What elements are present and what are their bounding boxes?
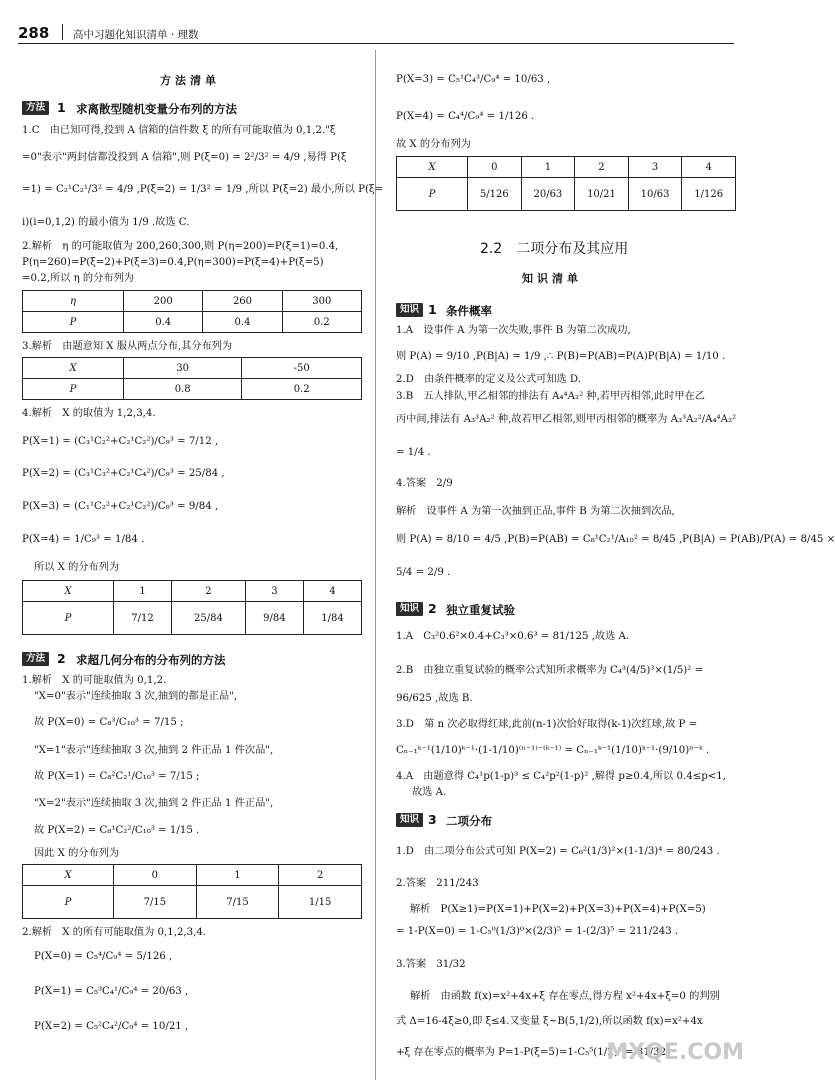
distribution-table-eta	[22, 290, 362, 333]
table-cell: 0.4	[203, 312, 282, 333]
column-divider	[375, 50, 376, 1080]
text-line: 解析 由函数 f(x)=x²+4x+ξ 存在零点,得方程 x²+4x+ξ=0 的判别	[410, 991, 720, 1002]
header-rule	[18, 43, 734, 44]
method-number: 1	[57, 100, 66, 115]
method-number: 2	[57, 651, 66, 666]
table-header-cell: P	[23, 602, 114, 635]
table-cell: 0.8	[124, 379, 242, 400]
table-cell: -50	[242, 358, 362, 379]
table-cell: 200	[124, 291, 203, 312]
table-cell: 30	[124, 358, 242, 379]
table-header-cell: P	[397, 178, 468, 211]
text-line: 2.B 由独立重复试验的概率公式知所求概率为 C₄³(4/5)³×(1/5)² =	[396, 665, 704, 676]
table-header-cell: X	[397, 157, 468, 178]
text-line: 4.答案 2/9	[396, 478, 453, 489]
table-cell: 1	[196, 865, 279, 886]
table-cell: 260	[203, 291, 282, 312]
text-line: P(X=3) = (C₁¹C₂²+C₂¹C₂²)/C₉³ = 9/84 ,	[22, 501, 219, 512]
knowledge-title: 独立重复试验	[446, 603, 515, 617]
text-line: P(X=3) = C₅¹C₄³/C₉⁴ = 10/63 ,	[396, 74, 551, 85]
text-line: "X=1"表示"连续抽取 3 次,抽到 2 件正品 1 件次品",	[34, 745, 274, 756]
table-cell: 1/126	[682, 178, 736, 211]
text-line: 2.答案 211/243	[396, 878, 479, 889]
table-header-cell: X	[23, 865, 114, 886]
table-cell: 5/126	[468, 178, 522, 211]
text-line: 1.解析 X 的可能取值为 0,1,2.	[22, 675, 167, 686]
table-cell: 0	[114, 865, 197, 886]
table-cell: 3	[628, 157, 682, 178]
table-header-cell: X	[23, 358, 124, 379]
header-divider	[62, 24, 63, 40]
text-line: 96/625 ,故选 B.	[396, 693, 473, 704]
text-line: P(X=4) = C₄⁴/C₉⁴ = 1/126 .	[396, 111, 535, 122]
table-cell: 4	[682, 157, 736, 178]
table-cell: 1	[521, 157, 575, 178]
text-line: 故 P(X=2) = C₈¹C₂²/C₁₀³ = 1/15 .	[34, 825, 200, 836]
text-line: 5/4 = 2/9 .	[396, 567, 451, 578]
text-line: 故 P(X=1) = C₈²C₂¹/C₁₀³ = 7/15 ;	[34, 771, 200, 782]
text-line: "X=2"表示"连续抽取 3 次,抽到 2 件正品 1 件正品",	[34, 798, 274, 809]
header-title: 高中习题化知识清单 · 理数	[73, 29, 199, 41]
table-cell: 2	[279, 865, 362, 886]
text-line: = 1/4 .	[396, 447, 431, 458]
table-cell: 0.2	[282, 312, 361, 333]
text-line: P(X=2) = (C₃¹C₃²+C₂¹C₄²)/C₉³ = 25/84 ,	[22, 468, 225, 479]
method-list-heading: 方法清单	[160, 74, 220, 87]
text-line: P(X=4) = 1/C₉³ = 1/84 .	[22, 534, 145, 545]
table-cell: 25/84	[172, 602, 246, 635]
knowledge-number: 2	[428, 601, 437, 616]
text-line: 式 Δ=16-4ξ≥0,即 ξ≤4.又变量 ξ~B(5,1/2),所以函数 f(x)=x²+4x	[396, 1016, 703, 1027]
text-line: 解析 设事件 A 为第一次抽到正品,事件 B 为第二次抽到次品,	[396, 506, 675, 517]
table-header-cell: P	[23, 379, 124, 400]
text-line: 故 X 的分布列为	[396, 139, 471, 150]
text-line: 3.B 五人排队,甲乙相邻的排法有 A₄⁴A₂² 种,若甲丙相邻,此时甲在乙	[396, 391, 705, 402]
text-line: 1.A 设事件 A 为第一次失败,事件 B 为第二次成功,	[396, 325, 631, 336]
table-cell: 20/63	[521, 178, 575, 211]
text-line: P(X=2) = C₅²C₄²/C₉⁴ = 10/21 ,	[34, 1021, 189, 1032]
knowledge-list-heading: 知识清单	[522, 272, 582, 285]
table-cell: 1/15	[279, 886, 362, 919]
text-line: i)(i=0,1,2) 的最小值为 1/9 .故选 C.	[22, 217, 190, 228]
text-line: 因此 X 的分布列为	[34, 848, 120, 859]
text-line: 则 P(A) = 9/10 ,P(B|A) = 1/9 ,∴ P(B)=P(AB)=P(A)P(B|A) = 1/10 .	[396, 351, 726, 362]
text-line: +ξ 存在零点的概率为 P=1-P(ξ=5)=1-C₅⁵(1/2)⁵ = 31/32	[396, 1047, 667, 1058]
text-line: 2.解析 η 的可能取值为 200,260,300,则 P(η=200)=P(ξ=1)=0.4,	[22, 241, 339, 252]
method-tag: 方法	[22, 652, 49, 666]
text-line: 2.解析 X 的所有可能取值为 0,1,2,3,4.	[22, 927, 207, 938]
text-line: 4.解析 X 的取值为 1,2,3,4.	[22, 408, 156, 419]
knowledge-number: 3	[428, 812, 437, 827]
text-line: 解析 P(X≥1)=P(X=1)+P(X=2)+P(X=3)+P(X=4)+P(X=5)	[410, 904, 706, 915]
method-title: 求超几何分布的分布列的方法	[76, 653, 226, 667]
text-line: P(X=0) = C₅⁴/C₉⁴ = 5/126 ,	[34, 951, 173, 962]
knowledge-tag: 知识	[396, 813, 423, 827]
text-line: 丙中间,排法有 A₃³A₂² 种,故若甲乙相邻,则甲丙相邻的概率为 A₃³A₂²/A₄⁴A₂²	[396, 414, 737, 425]
method-tag: 方法	[22, 101, 49, 115]
method-title: 求离散型随机变量分布列的方法	[76, 102, 237, 116]
table-cell: 0	[468, 157, 522, 178]
text-line: 则 P(A) = 8/10 = 4/5 ,P(B)=P(AB) = C₈¹C₂¹/A₁₀² = 8/45 ,P(B|A) = P(AB)/P(A) = 8/45 ×	[396, 534, 835, 545]
distribution-table-x6	[396, 156, 736, 211]
text-line: 故选 A.	[412, 787, 447, 798]
text-line: 故 P(X=0) = C₈³/C₁₀³ = 7/15 ;	[34, 717, 184, 728]
table-header-cell: P	[23, 312, 124, 333]
text-line: =0"表示"两封信都没投到 A 信箱",则 P(ξ=0) = 2²/3² = 4/9 ,易得 P(ξ	[22, 152, 347, 163]
table-cell: 1	[114, 581, 172, 602]
text-line: 所以 X 的分布列为	[34, 562, 120, 573]
table-header-cell: X	[23, 581, 114, 602]
table-header-cell: P	[23, 886, 114, 919]
table-cell: 7/12	[114, 602, 172, 635]
text-line: "X=0"表示"连续抽取 3 次,抽到的都是正品",	[34, 691, 238, 702]
table-cell: 3	[245, 581, 303, 602]
text-line: =1) = C₂¹C₂¹/3² = 4/9 ,P(ξ=2) = 1/3² = 1/9 ,所以 P(ξ=2) 最小,所以 P(ξ=	[22, 184, 384, 195]
knowledge-number: 1	[428, 302, 437, 317]
table-cell: 9/84	[245, 602, 303, 635]
text-line: =0.2,所以 η 的分布列为	[22, 273, 134, 284]
text-line: 2.D 由条件概率的定义及公式可知选 D.	[396, 374, 581, 385]
text-line: 3.D 第 n 次必取得红球,此前(n-1)次恰好取得(k-1)次红球,故 P =	[396, 719, 698, 730]
text-line: P(η=260)=P(ξ=2)+P(ξ=3)=0.4,P(η=300)=P(ξ=4)+P(ξ=5)	[22, 257, 324, 268]
knowledge-title: 条件概率	[446, 304, 492, 318]
knowledge-title: 二项分布	[446, 814, 492, 828]
table-cell: 300	[282, 291, 361, 312]
table-cell: 10/63	[628, 178, 682, 211]
table-cell: 7/15	[196, 886, 279, 919]
distribution-table-x5	[22, 864, 362, 919]
watermark: MXQE.COM	[606, 1040, 744, 1065]
text-line: 3.解析 由题意知 X 服从两点分布,其分布列为	[22, 341, 233, 352]
table-cell: 2	[172, 581, 246, 602]
table-header-cell: η	[23, 291, 124, 312]
text-line: 1.A C₃²0.6²×0.4+C₃³×0.6³ = 81/125 ,故选 A.	[396, 631, 630, 642]
table-cell: 1/84	[303, 602, 361, 635]
distribution-table-x4	[22, 580, 362, 635]
text-line: P(X=1) = (C₃¹C₂²+C₂¹C₂²)/C₉³ = 7/12 ,	[22, 436, 219, 447]
table-cell: 2	[575, 157, 629, 178]
distribution-table-x3	[22, 357, 362, 400]
text-line: 3.答案 31/32	[396, 959, 466, 970]
knowledge-tag: 知识	[396, 303, 423, 317]
text-line: P(X=1) = C₅³C₄¹/C₉⁴ = 20/63 ,	[34, 986, 189, 997]
table-cell: 7/15	[114, 886, 197, 919]
table-cell: 10/21	[575, 178, 629, 211]
text-line: 1.D 由二项分布公式可知 P(X=2) = C₆²(1/3)²×(1-1/3)⁴ = 80/243 .	[396, 846, 720, 857]
text-line: 1.C 由已知可得,投到 A 信箱的信件数 ξ 的所有可能取值为 0,1,2."ξ	[22, 125, 336, 136]
text-line: Cₙ₋₁ᵏ⁻¹(1/10)ᵏ⁻¹·(1-1/10)⁽ⁿ⁻¹⁾⁻⁽ᵏ⁻¹⁾ = Cₙ₋₁ᵏ⁻¹(1/10)ᵏ⁻¹·(9/10)ⁿ⁻ᵏ .	[396, 745, 710, 756]
text-line: = 1-P(X=0) = 1-C₅⁰(1/3)⁰×(2/3)⁵ = 1-(2/3)⁵ = 211/243 .	[396, 926, 679, 937]
table-cell: 0.2	[242, 379, 362, 400]
text-line: 4.A 由题意得 C₄¹p(1-p)³ ≤ C₄²p²(1-p)² ,解得 p≥0.4,所以 0.4≤p<1,	[396, 771, 726, 782]
knowledge-tag: 知识	[396, 602, 423, 616]
section-title: 2.2 二项分布及其应用	[480, 241, 629, 257]
table-cell: 0.4	[124, 312, 203, 333]
page-number: 288	[18, 24, 50, 42]
table-cell: 4	[303, 581, 361, 602]
